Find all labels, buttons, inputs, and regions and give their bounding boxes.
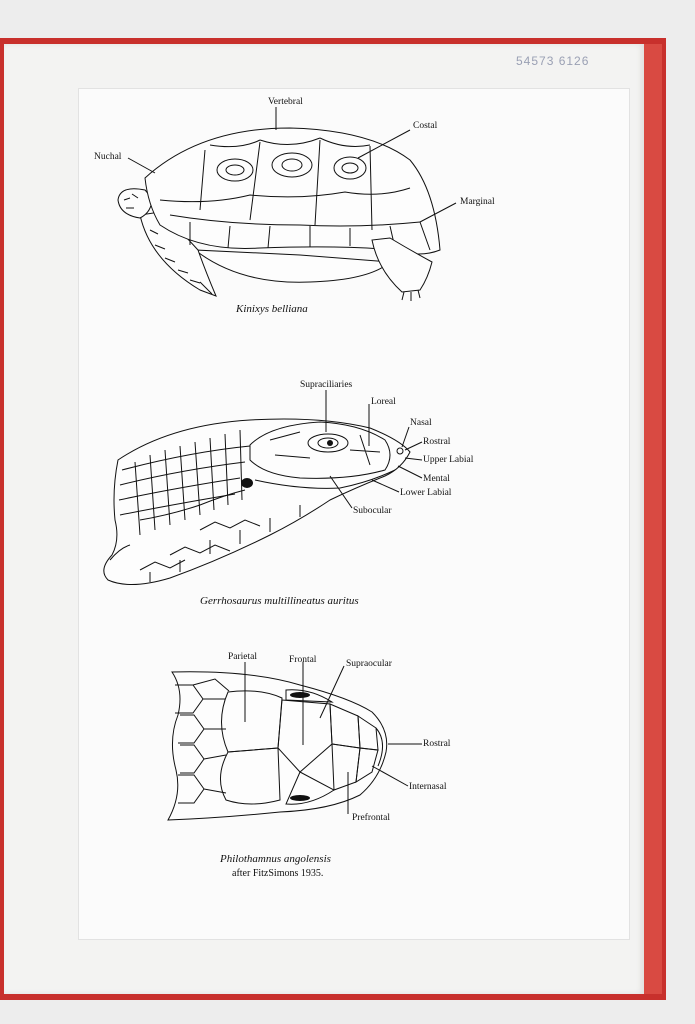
label-internasal: Internasal xyxy=(409,782,447,792)
label-supraciliaries: Supraciliaries xyxy=(300,380,353,390)
label-marginal: Marginal xyxy=(460,197,495,207)
snake-drawing xyxy=(168,672,387,820)
label-frontal: Frontal xyxy=(289,655,317,665)
label-prefrontal: Prefrontal xyxy=(352,813,390,823)
credit-fitzsimons: after FitzSimons 1935. xyxy=(232,868,324,879)
label-supraocular: Supraocular xyxy=(346,659,392,669)
label-upper-labial: Upper Labial xyxy=(423,455,474,465)
label-nuchal: Nuchal xyxy=(94,152,122,162)
label-nasal: Nasal xyxy=(410,418,432,428)
caption-gerrhosaurus: Gerrhosaurus multillineatus auritus xyxy=(200,595,359,607)
tortoise-drawing xyxy=(118,128,440,301)
caption-kinixys: Kinixys belliana xyxy=(236,303,308,315)
caption-philothamnus: Philothamnus angolensis xyxy=(220,853,331,865)
label-subocular: Subocular xyxy=(353,506,392,516)
label-vertebral: Vertebral xyxy=(268,97,303,107)
lizard-drawing xyxy=(104,419,410,585)
label-mental: Mental xyxy=(423,474,450,484)
label-costal: Costal xyxy=(413,121,438,131)
label-lower-labial: Lower Labial xyxy=(400,488,452,498)
label-parietal: Parietal xyxy=(228,652,258,662)
label-rostral-lizard: Rostral xyxy=(423,437,451,447)
catalog-note: 54573 6126 xyxy=(516,54,590,68)
label-rostral-snake: Rostral xyxy=(423,739,451,749)
label-loreal: Loreal xyxy=(371,397,396,407)
